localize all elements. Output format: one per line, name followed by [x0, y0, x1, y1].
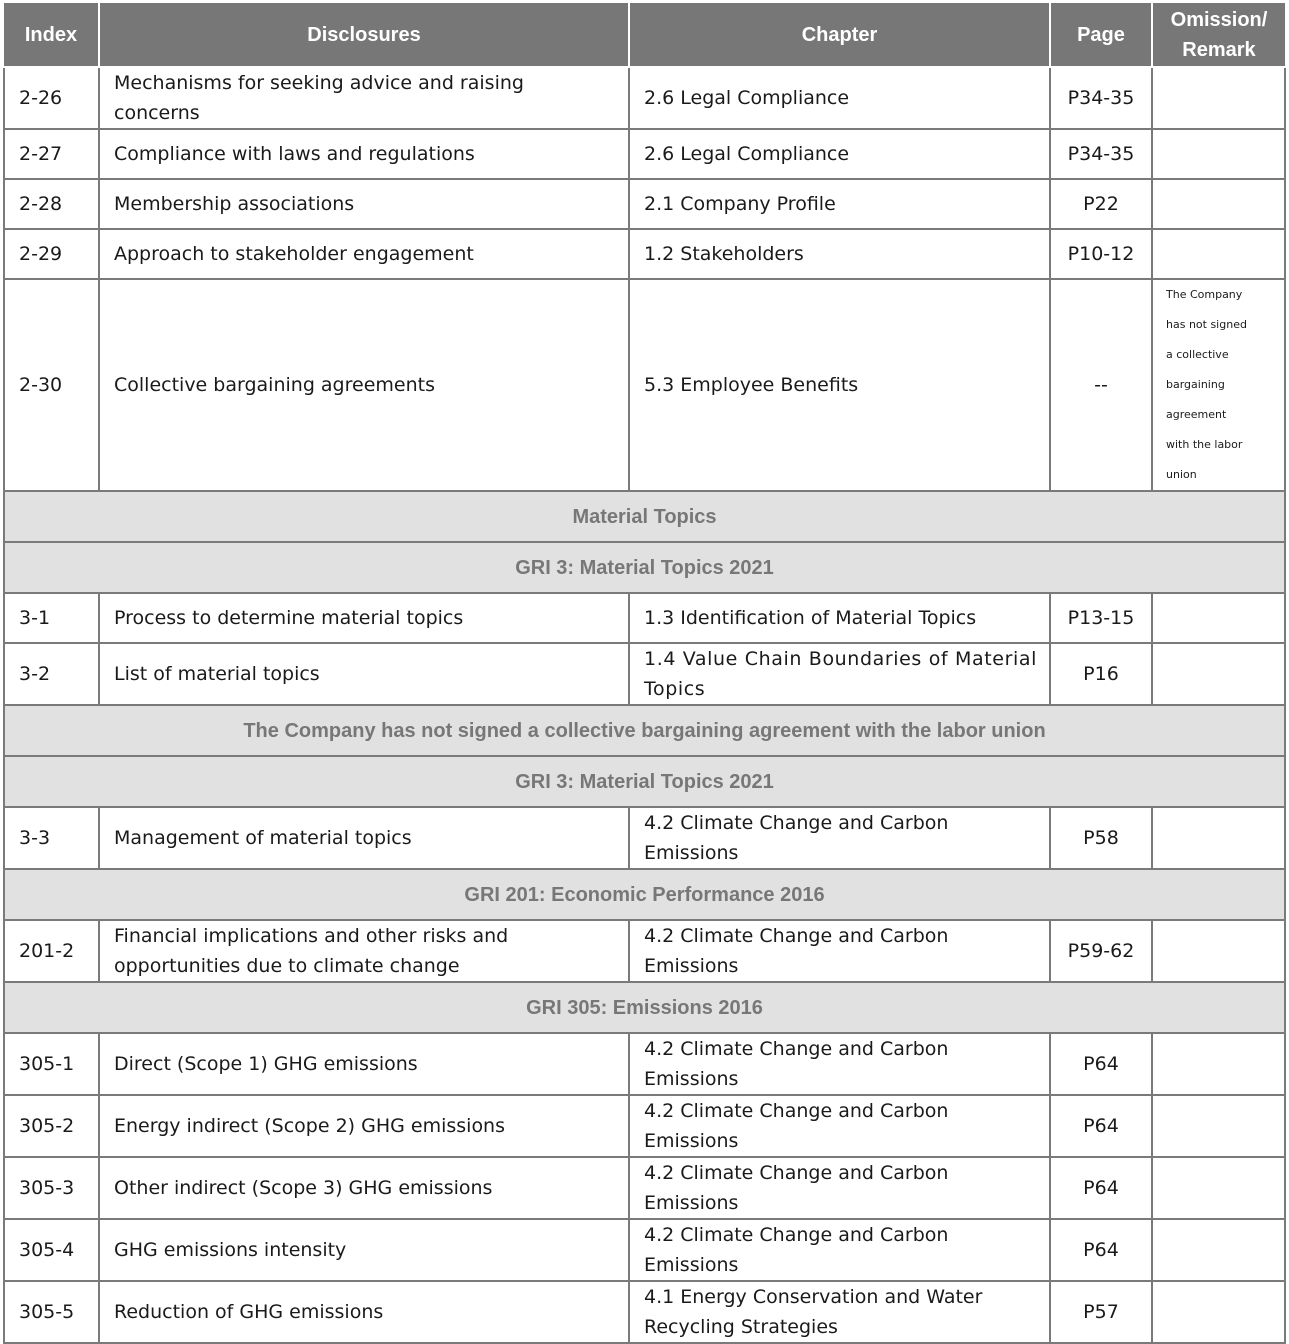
section-row	[4, 491, 1285, 542]
page-cell: P10-12	[1050, 229, 1152, 279]
remark-line: union	[1166, 468, 1197, 481]
index-cell: 3-3	[4, 807, 99, 869]
page-cell: P59-62	[1050, 920, 1152, 982]
header-remark-line1: Omission/	[1170, 8, 1268, 31]
disclosure-cell: List of material topics	[99, 643, 629, 705]
remark-cell	[1152, 1157, 1285, 1219]
page-cell: P22	[1050, 179, 1152, 229]
header-page: Page	[1050, 3, 1152, 67]
index-cell: 2-27	[4, 129, 99, 179]
index-cell: 305-3	[4, 1157, 99, 1219]
index-cell: 3-1	[4, 593, 99, 643]
header-disclosures: Disclosures	[99, 3, 629, 67]
disclosure-cell: Mechanisms for seeking advice and raising concerns	[99, 67, 629, 129]
index-cell: 305-5	[4, 1281, 99, 1343]
index-cell: 305-4	[4, 1219, 99, 1281]
page-cell: P58	[1050, 807, 1152, 869]
index-cell: 305-2	[4, 1095, 99, 1157]
table-row	[4, 67, 1285, 129]
page-cell: P64	[1050, 1095, 1152, 1157]
remark-line: bargaining	[1166, 378, 1225, 391]
table-row	[4, 279, 1285, 491]
header-row	[4, 3, 1285, 67]
table-row	[4, 1219, 1285, 1281]
chapter-cell: 1.2 Stakeholders	[629, 229, 1050, 279]
chapter-cell: 4.2 Climate Change and Carbon Emissions	[629, 1157, 1050, 1219]
table-row	[4, 807, 1285, 869]
section-title: GRI 305: Emissions 2016	[4, 982, 1285, 1033]
index-cell: 2-26	[4, 67, 99, 129]
page-cell: P34-35	[1050, 67, 1152, 129]
disclosure-cell: Process to determine material topics	[99, 593, 629, 643]
remark-line: agreement	[1166, 408, 1227, 421]
index-cell: 305-1	[4, 1033, 99, 1095]
table-row	[4, 643, 1285, 705]
remark-text	[1166, 280, 1276, 490]
chapter-cell: 4.2 Climate Change and Carbon Emissions	[629, 920, 1050, 982]
section-row	[4, 869, 1285, 920]
page-cell: P57	[1050, 1281, 1152, 1343]
page-cell: P64	[1050, 1033, 1152, 1095]
section-title: GRI 3: Material Topics 2021	[4, 542, 1285, 593]
page-cell: P34-35	[1050, 129, 1152, 179]
section-title: Material Topics	[4, 491, 1285, 542]
disclosure-cell: Membership associations	[99, 179, 629, 229]
section-row	[4, 982, 1285, 1033]
remark-cell	[1152, 1281, 1285, 1343]
remark-cell	[1152, 807, 1285, 869]
disclosure-cell: Financial implications and other risks and opportunities due to climate change	[99, 920, 629, 982]
chapter-cell: 4.2 Climate Change and Carbon Emissions	[629, 1219, 1050, 1281]
disclosure-cell: GHG emissions intensity	[99, 1219, 629, 1281]
remark-cell	[1152, 129, 1285, 179]
remark-cell	[1152, 279, 1285, 491]
disclosure-cell: Energy indirect (Scope 2) GHG emissions	[99, 1095, 629, 1157]
table-row	[4, 1281, 1285, 1343]
gri-index-table	[3, 3, 1286, 1344]
chapter-cell: 2.6 Legal Compliance	[629, 129, 1050, 179]
remark-cell	[1152, 920, 1285, 982]
section-row	[4, 542, 1285, 593]
chapter-cell: 2.6 Legal Compliance	[629, 67, 1050, 129]
chapter-cell: 1.4 Value Chain Boundaries of Material Topics	[629, 643, 1050, 705]
page-cell: --	[1050, 279, 1152, 491]
section-title: The Company has not signed a collective bargaining agreement with the labor union	[4, 705, 1285, 756]
page-cell: P16	[1050, 643, 1152, 705]
remark-cell	[1152, 1095, 1285, 1157]
chapter-cell: 2.1 Company Profile	[629, 179, 1050, 229]
chapter-cell: 5.3 Employee Benefits	[629, 279, 1050, 491]
remark-cell	[1152, 1033, 1285, 1095]
table-row	[4, 229, 1285, 279]
remark-line: with the labor	[1166, 438, 1243, 451]
header-remark	[1152, 3, 1285, 67]
section-title: GRI 201: Economic Performance 2016	[4, 869, 1285, 920]
remark-line: has not signed	[1166, 318, 1247, 331]
index-cell: 2-30	[4, 279, 99, 491]
table-row	[4, 1157, 1285, 1219]
header-chapter: Chapter	[629, 3, 1050, 67]
table-row	[4, 129, 1285, 179]
remark-cell	[1152, 593, 1285, 643]
disclosure-cell: Management of material topics	[99, 807, 629, 869]
disclosure-cell: Direct (Scope 1) GHG emissions	[99, 1033, 629, 1095]
index-cell: 201-2	[4, 920, 99, 982]
table-row	[4, 179, 1285, 229]
disclosure-cell: Collective bargaining agreements	[99, 279, 629, 491]
section-row	[4, 705, 1285, 756]
disclosure-cell: Other indirect (Scope 3) GHG emissions	[99, 1157, 629, 1219]
remark-cell	[1152, 229, 1285, 279]
remark-line: The Company	[1166, 288, 1243, 301]
chapter-cell: 4.2 Climate Change and Carbon Emissions	[629, 1033, 1050, 1095]
chapter-cell: 1.3 Identification of Material Topics	[629, 593, 1050, 643]
page-cell: P64	[1050, 1157, 1152, 1219]
header-remark-line2: Remark	[1182, 38, 1256, 61]
disclosure-cell: Reduction of GHG emissions	[99, 1281, 629, 1343]
remark-cell	[1152, 643, 1285, 705]
page-cell: P64	[1050, 1219, 1152, 1281]
index-cell: 2-28	[4, 179, 99, 229]
table-row	[4, 920, 1285, 982]
disclosure-cell: Compliance with laws and regulations	[99, 129, 629, 179]
remark-cell	[1152, 179, 1285, 229]
page-cell: P13-15	[1050, 593, 1152, 643]
header-index: Index	[4, 3, 99, 67]
section-row	[4, 756, 1285, 807]
remark-line: a collective	[1166, 348, 1229, 361]
chapter-cell: 4.2 Climate Change and Carbon Emissions	[629, 1095, 1050, 1157]
index-cell: 3-2	[4, 643, 99, 705]
disclosure-cell: Approach to stakeholder engagement	[99, 229, 629, 279]
table-row	[4, 1033, 1285, 1095]
table-row	[4, 593, 1285, 643]
chapter-cell: 4.2 Climate Change and Carbon Emissions	[629, 807, 1050, 869]
remark-cell	[1152, 1219, 1285, 1281]
chapter-cell: 4.1 Energy Conservation and Water Recycling Strategies	[629, 1281, 1050, 1343]
section-title: GRI 3: Material Topics 2021	[4, 756, 1285, 807]
remark-cell	[1152, 67, 1285, 129]
table-row	[4, 1095, 1285, 1157]
index-cell: 2-29	[4, 229, 99, 279]
